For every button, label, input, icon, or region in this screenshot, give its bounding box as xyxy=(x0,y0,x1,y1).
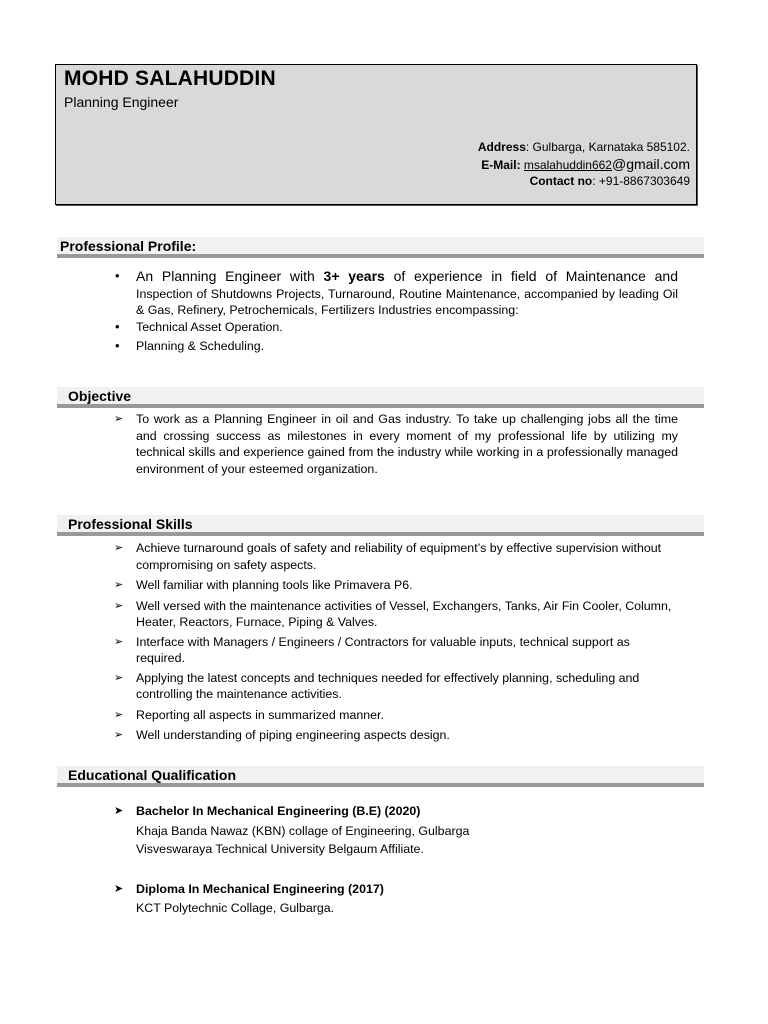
education-entry xyxy=(114,881,678,917)
list-item: ➢ Well versed with the maintenance activities of Vessel, Exchangers, Tanks, Air Fin Cooler, Column, Heater, Reactors, Furnace, Piping & Valves. xyxy=(114,598,672,629)
list-item: ➢ To work as a Planning Engineer in oil and Gas industry. To take up challenging jobs all the time and crossing success as milestones in every moment of my professional life by utilizing my technical skills and experience gained from the industry while working in a professionally managed environment of your esteemed organization. xyxy=(114,412,678,476)
header-box xyxy=(55,64,697,205)
arrow-bullet-icon: ➢ xyxy=(114,729,124,741)
education-list xyxy=(114,803,678,917)
list-item: ➢ Well familiar with planning tools like Primavera P6. xyxy=(114,578,413,592)
email-domain[interactable]: @gmail.com xyxy=(611,155,690,172)
arrow-bullet-icon: ➢ xyxy=(114,542,124,554)
institution-line: KCT Polytechnic Collage, Gulbarga. xyxy=(136,901,335,915)
arrow-bullet-icon: ➢ xyxy=(114,599,124,612)
list-item: ➢ Achieve turnaround goals of safety and reliability of equipment’s by effective supervision without compromising on safety aspects. xyxy=(114,541,662,572)
list-item: • Technical Asset Operation. xyxy=(115,318,283,334)
education-entry xyxy=(114,803,678,858)
email-label: E-Mail xyxy=(481,157,517,172)
bullet-icon: • xyxy=(115,268,120,283)
arrow-bullet-icon: ➢ xyxy=(114,708,124,721)
arrow-bullet-icon: ➢ xyxy=(114,413,124,425)
job-title: Planning Engineer xyxy=(64,94,179,110)
affiliation-line: Visveswaraya Technical University Belgaum Affiliate. xyxy=(136,842,424,856)
address-value: : Gulbarga, Karnataka 585102. xyxy=(525,140,690,154)
bullet-icon: • xyxy=(115,318,120,334)
section-heading-skills: Professional Skills xyxy=(57,515,704,536)
bullet-icon: • xyxy=(115,338,120,353)
candidate-name: MOHD SALAHUDDIN xyxy=(64,67,276,90)
profile-list xyxy=(114,268,678,355)
list-item: ➢ Reporting all aspects in summarized manner. xyxy=(114,707,384,722)
address-line xyxy=(478,139,690,156)
list-item: ➢ Applying the latest concepts and techniques needed for effectively planning, scheduling and controlling the maintenance activities. xyxy=(114,670,640,701)
address-label: Address xyxy=(477,140,526,154)
arrow-bullet-icon: ➤ xyxy=(114,882,124,895)
contact-line xyxy=(478,173,690,190)
contact-value: : +91-8867303649 xyxy=(592,174,690,188)
institution-line: Khaja Banda Nawaz (KBN) collage of Engineering, Gulbarga xyxy=(136,823,470,838)
degree-title: Diploma In Mechanical Engineering (2017) xyxy=(136,881,384,896)
section-heading-objective: Objective xyxy=(57,387,704,408)
arrow-bullet-icon: ➢ xyxy=(114,671,124,684)
list-item: ➢ Well understanding of piping engineering aspects design. xyxy=(114,728,450,742)
list-item: ➢ Interface with Managers / Engineers / Contractors for valuable inputs, technical support as required. xyxy=(114,634,630,665)
email-line[interactable]: E-Mail: msalahuddin662@gmail.com xyxy=(481,155,690,172)
section-heading-education: Educational Qualification xyxy=(57,766,704,787)
contact-info xyxy=(478,139,690,190)
degree-title: Bachelor In Mechanical Engineering (B.E) (2020) xyxy=(136,804,421,818)
arrow-bullet-icon: ➢ xyxy=(114,579,124,591)
arrow-bullet-icon: ➤ xyxy=(114,805,124,817)
objective-list xyxy=(114,411,678,477)
list-item: • An Planning Engineer with 3+ years of experience in field of Maintenance and Inspection of Shutdowns Projects, Turnaround, Routine Maintenance, accompanied by leading Oil & Gas, Refinery, Petrochemicals, Fertilizers Industries encompassing: xyxy=(115,268,679,317)
contact-label: Contact no xyxy=(529,174,593,188)
email-user[interactable]: msalahuddin662 xyxy=(523,157,612,172)
arrow-bullet-icon: ➢ xyxy=(114,635,124,648)
section-heading-profile: Professional Profile: xyxy=(57,237,704,258)
skills-list xyxy=(114,540,678,744)
list-item: • Planning & Scheduling. xyxy=(115,338,265,353)
